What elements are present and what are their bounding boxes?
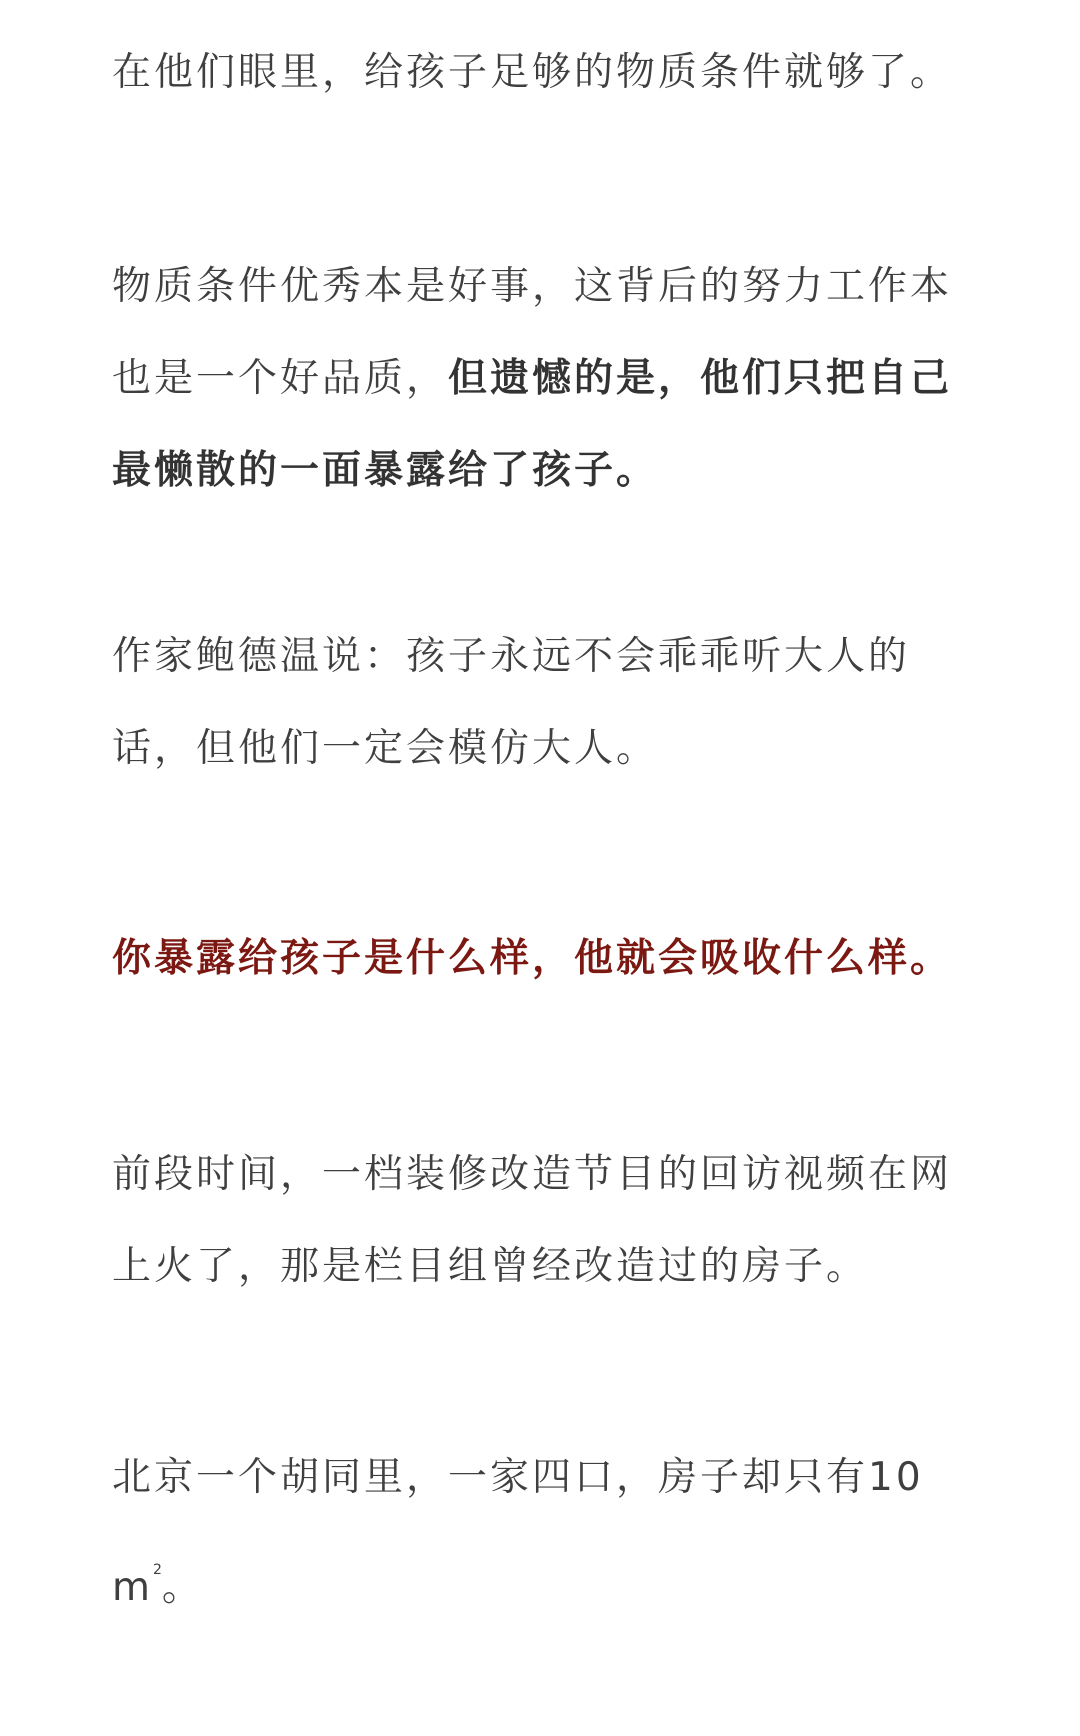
unit-m: m — [112, 1565, 153, 1610]
text-line: 北京一个胡同里，一家四口，房子却只有10 — [112, 1455, 924, 1500]
text-line: 在他们眼里，给孩子足够的物质条件就够了。 — [112, 50, 953, 95]
text-line: 话，但他们一定会模仿大人。 — [112, 726, 659, 771]
superscript-two: 2 — [153, 1562, 162, 1578]
paragraph-highlight-red — [112, 913, 992, 1005]
text-line: 上火了，那是栏目组曾经改造过的房子。 — [112, 1244, 869, 1289]
bold-emphasis: 但遗憾的是，他们只把自己 — [448, 356, 953, 401]
text-line-area-unit — [112, 1524, 992, 1634]
text-line-mixed — [112, 333, 992, 425]
bold-emphasis-line: 最懒散的一面暴露给了孩子。 — [112, 448, 659, 493]
paragraph-renovation-show — [112, 1129, 992, 1313]
text-line: 物质条件优秀本是好事，这背后的努力工作本 — [112, 264, 953, 309]
text-line: 作家鲍德温说：孩子永远不会乖乖听大人的 — [112, 634, 911, 679]
text-line: 前段时间，一档装修改造节目的回访视频在网 — [112, 1152, 953, 1197]
period: 。 — [161, 1565, 204, 1610]
paragraph-material-conditions — [112, 27, 992, 119]
text-segment: 也是一个好品质， — [112, 356, 449, 401]
paragraph-beijing-hutong — [112, 1432, 992, 1634]
paragraph-baldwin-quote — [112, 611, 992, 795]
paragraph-hard-work — [112, 241, 992, 517]
highlight-text: 你暴露给孩子是什么样，他就会吸收什么样。 — [112, 936, 953, 981]
